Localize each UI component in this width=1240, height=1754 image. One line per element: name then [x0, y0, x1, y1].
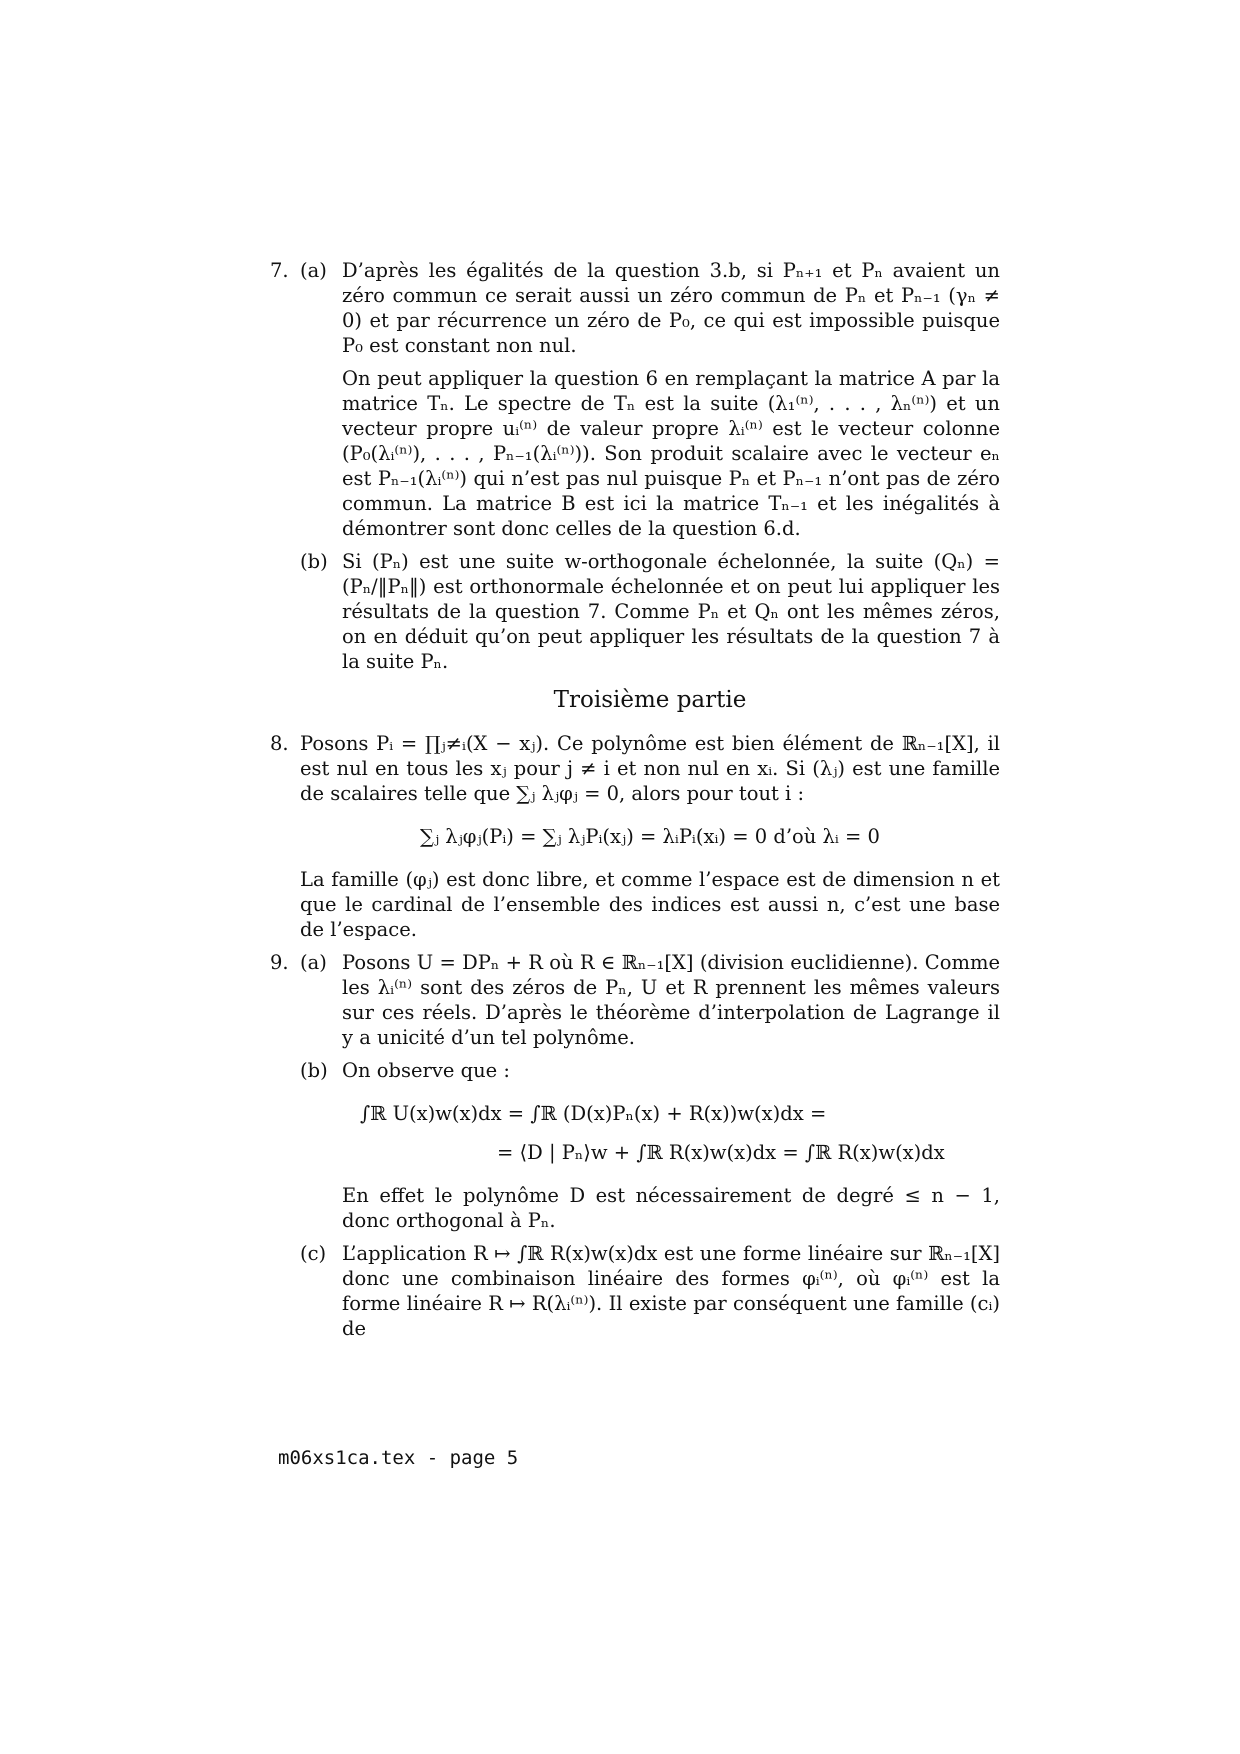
section-title: Troisième partie — [553, 687, 747, 713]
paragraph: On observe que : — [342, 1059, 510, 1082]
part-label: (b) — [300, 1059, 328, 1082]
paragraph: Posons Pᵢ = ∏ⱼ≠ᵢ(X − xⱼ). Ce polynôme est bien élément de ℝₙ₋₁[X], il est nul en tous les xⱼ pour j ≠ i et non nul en xᵢ. Si (λⱼ) est une famille de scalaires telle que ∑ⱼ λⱼφⱼ = 0, alors pour tout i : — [300, 732, 1000, 805]
question-number: 9. — [270, 951, 289, 974]
paragraph: Si (Pₙ) est une suite w-orthogonale échelonnée, la suite (Qₙ) = (Pₙ/‖Pₙ‖) est orthonormale échelonnée et on peut lui appliquer les résultats de la question 7. Comme Pₙ et Qₙ ont les mêmes zéros, on en déduit qu’on peut appliquer les résultats de la question 7 à la suite Pₙ. — [342, 550, 1000, 673]
paragraph: D’après les égalités de la question 3.b, si Pₙ₊₁ et Pₙ avaient un zéro commun ce serait aussi un zéro commun de Pₙ et Pₙ₋₁ (γₙ ≠ 0) et par récurrence un zéro de P₀, ce qui est impossible puisque P₀ est constant non nul. — [342, 259, 1000, 357]
equation-line: = ⟨D | Pₙ⟩w + ∫ℝ R(x)w(x)dx = ∫ℝ R(x)w(x)dx — [497, 1141, 945, 1164]
paragraph: La famille (φⱼ) est donc libre, et comme l’espace est de dimension n et que le cardinal de l’ensemble des indices est aussi n, c’est une base de l’espace. — [300, 868, 1000, 941]
paragraph: L’application R ↦ ∫ℝ R(x)w(x)dx est une forme linéaire sur ℝₙ₋₁[X] donc une combinaison linéaire des formes φᵢ⁽ⁿ⁾, où φᵢ⁽ⁿ⁾ est la forme linéaire R ↦ R(λᵢ⁽ⁿ⁾). Il existe par conséquent une famille (cᵢ) de — [342, 1242, 1000, 1340]
question-9b — [300, 1058, 1000, 1233]
question-8 — [270, 731, 1000, 942]
part-label: (c) — [300, 1242, 327, 1265]
question-number: 8. — [270, 732, 289, 755]
text-column — [270, 258, 1000, 1341]
part-label: (a) — [300, 259, 327, 282]
part-label: (b) — [300, 550, 328, 573]
page-footer: m06xs1ca.tex - page 5 — [278, 1447, 519, 1469]
question-9c — [300, 1241, 1000, 1341]
question-7a — [300, 258, 1000, 541]
paragraph: On peut appliquer la question 6 en remplaçant la matrice A par la matrice Tₙ. Le spectre de Tₙ est la suite (λ₁⁽ⁿ⁾, . . . , λₙ⁽ⁿ⁾) et un vecteur propre uᵢ⁽ⁿ⁾ de valeur propre λᵢ⁽ⁿ⁾ est le vecteur colonne (P₀(λᵢ⁽ⁿ⁾), . . . , Pₙ₋₁(λᵢ⁽ⁿ⁾)). Son produit scalaire avec le vecteur eₙ est Pₙ₋₁(λᵢ⁽ⁿ⁾) qui n’est pas nul puisque Pₙ et Pₙ₋₁ n’ont pas de zéro commun. La matrice B est ici la matrice Tₙ₋₁ et les inégalités à démontrer sont donc celles de la question 6.d. — [342, 367, 1000, 540]
paragraph: Posons U = DPₙ + R où R ∈ ℝₙ₋₁[X] (division euclidienne). Comme les λᵢ⁽ⁿ⁾ sont des zéros de Pₙ, U et R prennent les mêmes valeurs sur ces réels. D’après le théorème d’interpolation de Lagrange il y a unicité d’un tel polynôme. — [342, 951, 1000, 1049]
paragraph: En effet le polynôme D est nécessairement de degré ≤ n − 1, donc orthogonal à Pₙ. — [342, 1184, 1000, 1232]
display-equation — [342, 1101, 1000, 1165]
equation-line: ∫ℝ U(x)w(x)dx = ∫ℝ (D(x)Pₙ(x) + R(x))w(x)dx = — [360, 1102, 827, 1125]
question-7b — [300, 549, 1000, 674]
question-7 — [270, 258, 1000, 674]
question-9 — [270, 950, 1000, 1341]
question-number: 7. — [270, 259, 289, 282]
question-9a — [300, 950, 1000, 1050]
part-label: (a) — [300, 951, 327, 974]
display-equation: ∑ⱼ λⱼφⱼ(Pᵢ) = ∑ⱼ λⱼPᵢ(xⱼ) = λᵢPᵢ(xᵢ) = 0 d’où λᵢ = 0 — [420, 825, 880, 848]
